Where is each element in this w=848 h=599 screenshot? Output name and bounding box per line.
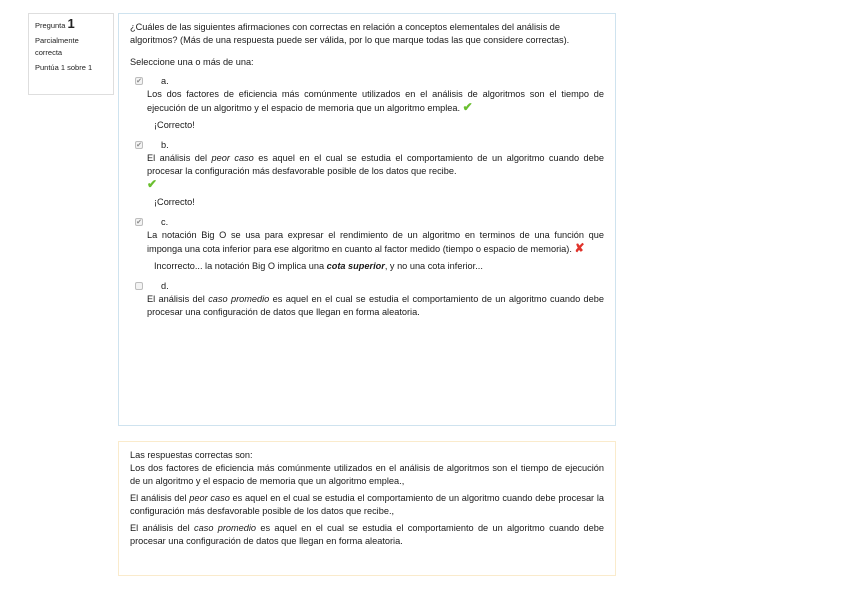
correct-answer-3: El análisis del caso promedio es aquel en el cual se estudia el comportamiento de un algoritmo cuando debe procesar una configuración de datos que llegan en forma aleatoria. — [130, 523, 604, 546]
option-b-text: El análisis del peor caso es aquel en el cual se estudia el comportamiento de un algoritmo cuando debe procesar la configuración más desfavorable posible de los datos que recibe. ✔ — [147, 153, 604, 191]
option-a-feedback: ¡Correcto! — [154, 120, 195, 130]
answer-prompt: Seleccione una o más de una: — [130, 57, 254, 67]
option-a-text: Los dos factores de eficiencia más comúnmente utilizados en el análisis de algoritmos son el tiempo de ejecución de un algoritmo y el espacio de memoria que un algoritmo emplea. ✔ — [147, 89, 604, 114]
question-state: Parcialmente correcta — [35, 36, 79, 57]
option-d-checkbox[interactable] — [135, 282, 143, 290]
correct-answers-heading: Las respuestas correctas son: — [130, 450, 253, 460]
check-icon: ✔ — [462, 100, 473, 114]
option-d — [130, 279, 604, 319]
question-text: ¿Cuáles de las siguientes afirmaciones con correctas en relación a conceptos elementales del análisis de algoritmos? (Más de una respuesta puede ser válida, por lo que marque todas las que considere correctas). — [130, 22, 570, 45]
option-c-checkbox[interactable]: ✔ — [136, 218, 142, 226]
question-label: Pregunta — [35, 21, 66, 30]
option-a — [130, 74, 604, 132]
cross-icon: ✘ — [574, 241, 585, 255]
option-b-letter: b. — [161, 139, 169, 150]
question-content — [118, 13, 616, 426]
option-c — [130, 215, 604, 273]
correct-answers-panel — [118, 441, 616, 576]
option-c-text: La notación Big O se usa para expresar el rendimiento de un algoritmo en terminos de una función que imponga una cota inferior para ese algoritmo en cuanto al factor medido (tiempo o espacio de memoria). ✘ — [147, 230, 604, 255]
question-info-panel — [28, 13, 114, 95]
option-d-letter: d. — [161, 280, 169, 291]
correct-answer-2: El análisis del peor caso es aquel en el cual se estudia el comportamiento de un algoritmo cuando debe procesar la configuración más desfavorable posible de los datos que recibe., — [130, 493, 604, 516]
option-a-letter: a. — [161, 75, 169, 86]
option-b — [130, 138, 604, 209]
option-a-checkbox[interactable]: ✔ — [136, 77, 142, 85]
option-b-feedback: ¡Correcto! — [154, 197, 195, 207]
option-b-checkbox[interactable]: ✔ — [136, 141, 142, 149]
question-score: Puntúa 1 sobre 1 — [35, 63, 93, 72]
correct-answer-1: Los dos factores de eficiencia más comúnmente utilizados en el análisis de algoritmos son el tiempo de ejecución de un algoritmo y el espacio de memoria que un algoritmo emplea., — [130, 463, 604, 486]
option-d-text: El análisis del caso promedio es aquel en el cual se estudia el comportamiento de un algoritmo cuando debe procesar una configuración de datos que llegan en forma aleatoria. — [147, 294, 604, 317]
question-number — [35, 18, 107, 32]
option-c-letter: c. — [161, 216, 169, 227]
option-c-feedback: Incorrecto... la notación Big O implica una cota superior, y no una cota inferior... — [154, 261, 483, 271]
question-number-value: 1 — [67, 16, 75, 31]
check-icon: ✔ — [147, 177, 158, 191]
